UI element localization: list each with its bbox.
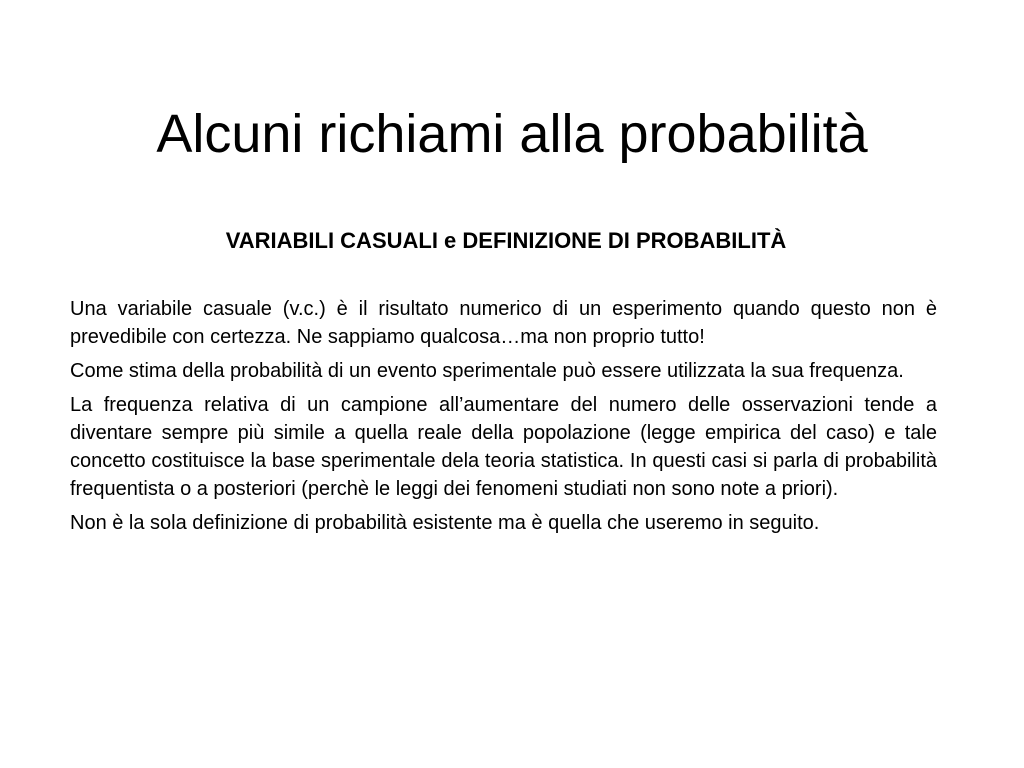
slide-title: Alcuni richiami alla probabilità <box>156 104 868 164</box>
slide-body <box>70 295 937 543</box>
paragraph-frequenza-relativa: La frequenza relativa di un campione all’aumentare del numero delle osservazioni tende a diventare sempre più simile a quella reale della popolazione (legge empirica del caso) e tale concetto costituisce la base sperimentale dela teoria statistica. In questi casi si parla di probabilità frequentista o a posteriori (perchè le leggi dei fenomeni studiati non sono note a priori). <box>70 394 937 500</box>
paragraph-definizione: Non è la sola definizione di probabilità esistente ma è quella che useremo in seguito. <box>70 512 820 534</box>
slide-subtitle: VARIABILI CASUALI e DEFINIZIONE DI PROBABILITÀ <box>225 228 787 253</box>
paragraph-variabile-casuale: Una variabile casuale (v.c.) è il risultato numerico di un esperimento quando questo non è prevedibile con certezza. Ne sappiamo qualcosa…ma non proprio tutto! <box>70 298 937 348</box>
paragraph-stima-frequenza: Come stima della probabilità di un evento sperimentale può essere utilizzata la sua frequenza. <box>70 360 904 382</box>
